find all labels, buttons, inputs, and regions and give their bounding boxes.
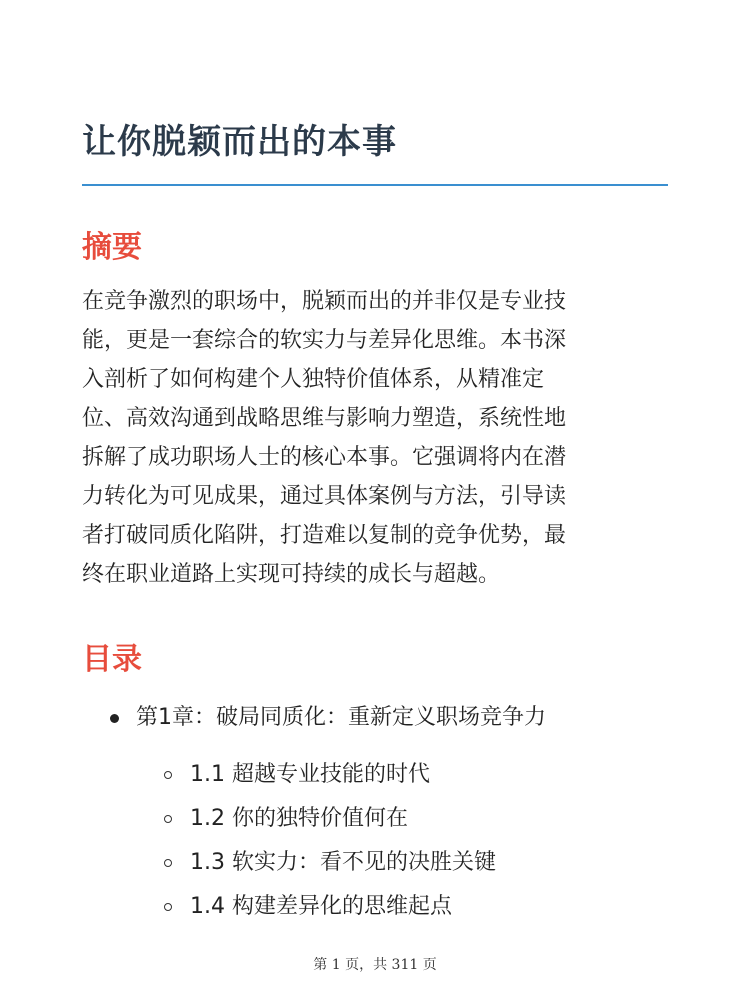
toc-section-label: 1.2 你的独特价值何在 — [190, 806, 408, 831]
toc-chapter-label: 第1章：破局同质化：重新定义职场竞争力 — [136, 705, 546, 730]
toc-section-1-3[interactable] — [82, 841, 668, 885]
toc-section-1-4[interactable] — [82, 885, 668, 929]
toc-chapter-1[interactable] — [82, 698, 668, 738]
abstract-line: 拆解了成功职场人士的核心本事。它强调将内在潜 — [82, 445, 567, 470]
hollow-bullet-icon — [164, 771, 172, 779]
abstract-line: 位、高效沟通到战略思维与影响力塑造，系统性地 — [82, 406, 567, 431]
title-divider — [82, 184, 668, 186]
document-title: 让你脱颖而出的本事 — [82, 122, 397, 162]
hollow-bullet-icon — [164, 903, 172, 911]
hollow-bullet-icon — [164, 815, 172, 823]
abstract-line: 力转化为可见成果，通过具体案例与方法，引导读 — [82, 484, 567, 509]
toc-section-label: 1.3 软实力：看不见的决胜关键 — [190, 850, 496, 875]
hollow-bullet-icon — [164, 859, 172, 867]
toc-chapter-item — [82, 698, 668, 929]
toc-section-label: 1.4 构建差异化的思维起点 — [190, 894, 452, 919]
toc-heading: 目录 — [82, 642, 142, 677]
document-page — [82, 0, 668, 1000]
abstract-line: 终在职业道路上实现可持续的成长与超越。 — [82, 562, 501, 587]
table-of-contents — [82, 698, 668, 929]
toc-section-label: 1.1 超越专业技能的时代 — [190, 762, 430, 787]
filled-bullet-icon — [110, 714, 119, 723]
abstract-line: 者打破同质化陷阱，打造难以复制的竞争优势，最 — [82, 523, 567, 548]
toc-section-1-1[interactable] — [82, 753, 668, 797]
abstract-line: 在竞争激烈的职场中，脱颖而出的并非仅是专业技 — [82, 289, 567, 314]
abstract-heading: 摘要 — [82, 230, 142, 265]
toc-section-list — [82, 753, 668, 929]
abstract-line: 入剖析了如何构建个人独特价值体系，从精准定 — [82, 367, 545, 392]
abstract-paragraph — [82, 282, 668, 594]
page-footer: 第 1 页，共 311 页 — [313, 957, 437, 973]
toc-section-1-2[interactable] — [82, 797, 668, 841]
abstract-line: 能，更是一套综合的软实力与差异化思维。本书深 — [82, 328, 567, 353]
